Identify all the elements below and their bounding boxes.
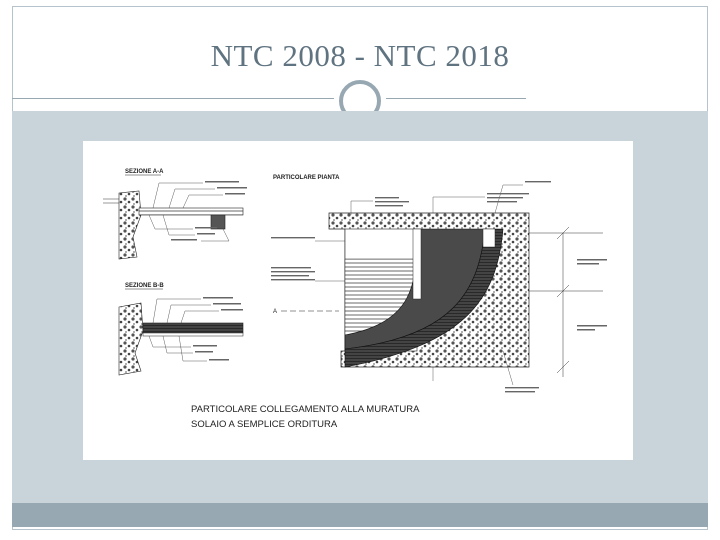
section-aa-label: SEZIONE A-A bbox=[125, 169, 164, 175]
drawing-caption-line2: SOLAIO A SEMPLICE ORDITURA bbox=[191, 419, 338, 430]
section-aa-detail bbox=[103, 169, 247, 259]
slide-title: NTC 2008 - NTC 2018 bbox=[210, 38, 510, 73]
plan-detail bbox=[271, 175, 607, 392]
footer-bar bbox=[12, 503, 708, 527]
section-bb-detail bbox=[119, 283, 243, 375]
drawing-caption-line1: PARTICOLARE COLLEGAMENTO ALLA MURATURA bbox=[191, 404, 420, 415]
plan-detail-label: PARTICOLARE PIANTA bbox=[273, 175, 340, 181]
technical-drawing bbox=[83, 141, 633, 460]
section-bb-label: SEZIONE B-B bbox=[125, 283, 164, 289]
title-divider-right bbox=[386, 98, 526, 99]
title-divider-left bbox=[12, 98, 334, 99]
section-marker-a: A bbox=[273, 309, 278, 315]
